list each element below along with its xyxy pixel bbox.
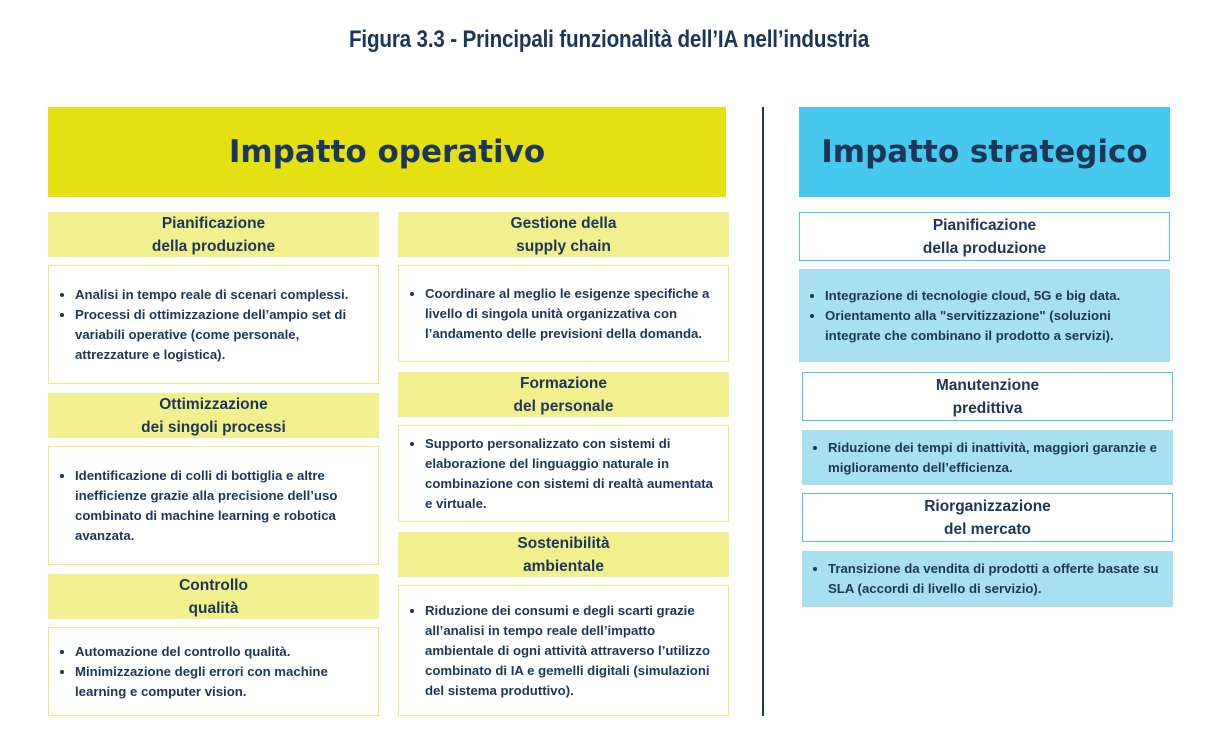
heading-line: Gestione della (510, 214, 617, 232)
heading-line: Pianificazione (161, 214, 266, 232)
st-pianificazione-heading (799, 212, 1170, 261)
impatto-strategico-banner: Impatto strategico (799, 107, 1170, 197)
bullet-item: • Orientamento alla "servitizzazione" (soluzioni integrate che combinano il prodotto a servizi). (825, 306, 1164, 346)
heading-line: ambientale (523, 557, 604, 575)
op-formazione-heading (398, 372, 729, 417)
heading-line: supply chain (516, 237, 611, 255)
bullet-item: • Integrazione di tecnologie cloud, 5G e big data. (825, 286, 1164, 306)
st-riorganizzazione-heading (802, 493, 1173, 542)
op-sostenibilita-box (398, 585, 729, 716)
bullet-item: • Analisi in tempo reale di scenari complessi. (75, 285, 372, 305)
bullet-item: • Transizione da vendita di prodotti a offerte basate su SLA (accordi di livello di servizio). (828, 559, 1167, 599)
op-supply-chain-heading (398, 212, 729, 257)
heading-line: della produzione (151, 237, 276, 255)
heading-line: del personale (513, 397, 614, 415)
st-pianificazione-box (799, 269, 1170, 362)
heading-line: Sostenibilità (517, 534, 610, 552)
heading-line: Formazione (520, 374, 607, 392)
bullet-item: • Identificazione di colli di bottiglia e altre inefficienze grazie alla precisione dell’uso combinato di machine learning e robotica avanzata. (75, 466, 372, 546)
st-manutenzione-box (802, 430, 1173, 485)
heading-line: qualità (188, 599, 239, 617)
op-sostenibilita-heading (398, 532, 729, 577)
op-pianificazione-heading (48, 212, 379, 257)
heading-line: Riorganizzazione (924, 497, 1051, 515)
op-supply-chain-box (398, 265, 729, 362)
heading-line: predittiva (952, 399, 1023, 417)
op-controllo-box (48, 627, 379, 716)
bullet-item: • Riduzione dei consumi e degli scarti grazie all’analisi in tempo reale dell’impatto ambientale di ogni attività attraverso l’utilizzo combinato di IA e gemelli digitali (simulazioni del sistema produttivo). (425, 601, 722, 701)
bullet-item: • Automazione del controllo qualità. (75, 642, 372, 662)
figure-title: Figura 3.3 - Principali funzionalità dell’IA nell’industria (348, 26, 870, 53)
column-divider (762, 107, 764, 716)
impatto-operativo-banner: Impatto operativo (48, 107, 726, 197)
st-riorganizzazione-box (802, 551, 1173, 607)
heading-line: del mercato (943, 520, 1031, 538)
op-pianificazione-box (48, 265, 379, 384)
op-ottimizzazione-box (48, 446, 379, 565)
heading-line: Controllo (179, 576, 248, 594)
bullet-item: • Riduzione dei tempi di inattività, maggiori garanzie e miglioramento dell’efficienza. (828, 438, 1167, 478)
st-manutenzione-heading (802, 372, 1173, 421)
op-controllo-heading (48, 574, 379, 619)
heading-line: Manutenzione (935, 376, 1040, 394)
op-ottimizzazione-heading (48, 393, 379, 438)
heading-line: Ottimizzazione (159, 395, 268, 413)
bullet-item: • Coordinare al meglio le esigenze specifiche a livello di singola unità organizzativa con l’andamento delle previsioni della domanda. (425, 284, 722, 344)
bullet-item: • Minimizzazione degli errori con machine learning e computer vision. (75, 662, 372, 702)
heading-line: Pianificazione (932, 216, 1037, 234)
heading-line: dei singoli processi (141, 418, 286, 436)
op-formazione-box (398, 425, 729, 522)
bullet-item: • Processi di ottimizzazione dell’ampio set di variabili operative (come personale, attrezzature e logistica). (75, 305, 372, 365)
heading-line: della produzione (922, 239, 1047, 257)
bullet-item: • Supporto personalizzato con sistemi di elaborazione del linguaggio naturale in combinazione con sistemi di realtà aumentata e virtuale. (425, 434, 722, 514)
